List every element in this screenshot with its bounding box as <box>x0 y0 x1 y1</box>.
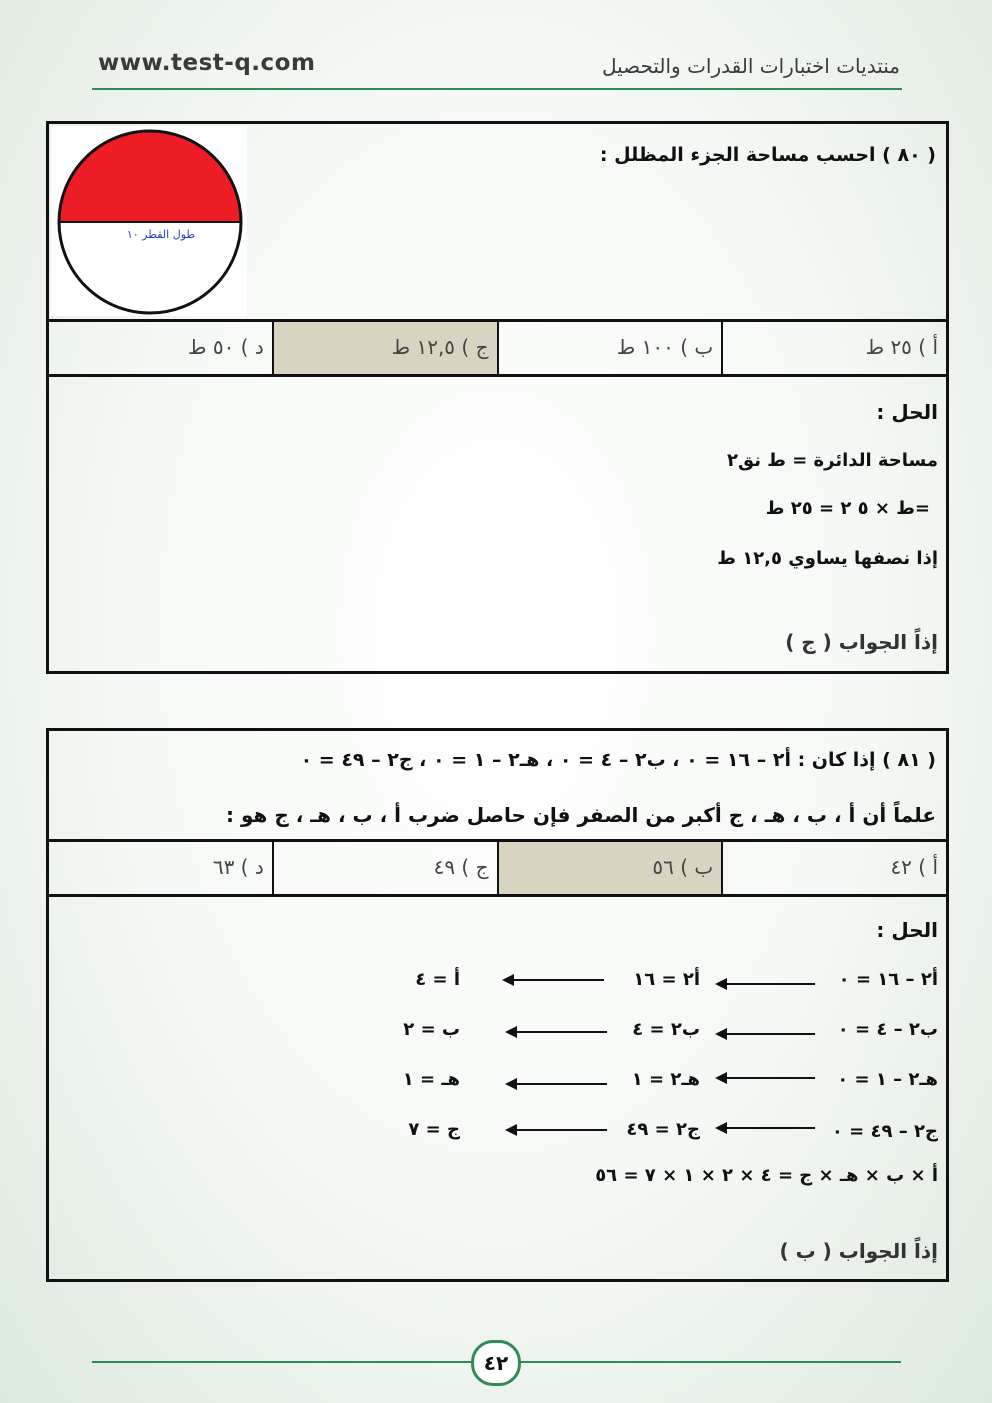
q81-row4-eq: ج٢ – ٤٩ = ٠ <box>831 1121 938 1142</box>
q81-option-c[interactable]: ج ) ٤٩ <box>272 842 497 894</box>
q80-solution-heading: الحل : <box>876 400 938 424</box>
q81-row2-eq: ب٢ – ٤ = ٠ <box>837 1019 938 1040</box>
arrow-left-icon <box>507 1031 607 1033</box>
q81-row4-sq: ج٢ = ٤٩ <box>626 1119 700 1140</box>
circle-figure <box>51 126 247 316</box>
q81-option-d[interactable]: د ) ٦٣ <box>212 855 264 879</box>
header-divider <box>92 88 902 90</box>
q80-solution-line1: مساحة الدائرة = ط نق٢ <box>726 450 938 471</box>
q80-options <box>49 319 946 377</box>
q80-answer: إذاً الجواب ( ج ) <box>785 630 938 654</box>
q81-row3-eq: هـ٢ – ١ = ٠ <box>837 1069 938 1090</box>
page-number: ٤٢ <box>471 1340 521 1386</box>
arrow-left-icon <box>717 1033 815 1035</box>
q80-option-d[interactable]: د ) ٥٠ ط <box>187 335 264 359</box>
arrow-left-icon <box>717 1077 815 1079</box>
half-circle-diagram <box>51 126 247 316</box>
q81-row2-val: ب = ٢ <box>403 1019 460 1040</box>
arrow-left-icon <box>717 1127 815 1129</box>
arrow-left-icon <box>507 1083 607 1085</box>
q80-solution-line3: إذا نصفها يساوي ١٢,٥ ط <box>717 548 938 569</box>
forum-title: منتديات اختبارات القدرات والتحصيل <box>601 54 900 78</box>
shaded-half <box>59 131 241 222</box>
site-url[interactable]: www.test-q.com <box>98 50 316 76</box>
q80-option-c[interactable]: ج ) ١٢,٥ ط <box>272 322 497 374</box>
q81-option-b[interactable]: ب ) ٥٦ <box>497 842 722 894</box>
arrow-left-icon <box>504 979 604 981</box>
q81-solution-heading: الحل : <box>876 918 938 942</box>
q81-row3-sq: هـ٢ = ١ <box>631 1069 700 1090</box>
question-81-box <box>46 728 949 1282</box>
diameter-label: طول القطر ١٠ <box>126 228 196 241</box>
q81-row1-sq: أ٢ = ١٦ <box>633 969 700 990</box>
q80-solution-line2: =ط × ٥ ٢ = ٢٥ ط <box>765 498 930 519</box>
arrow-left-icon <box>717 983 815 985</box>
question-81-line2: علماً أن أ ، ب ، هـ ، ج أكبر من الصفر فإن حاصل ضرب أ ، ب ، هـ ، ج هو : <box>226 803 936 827</box>
q80-option-a[interactable]: أ ) ٢٥ ط <box>721 322 946 374</box>
q80-option-b[interactable]: ب ) ١٠٠ ط <box>497 322 722 374</box>
q81-row1-val: أ = ٤ <box>415 969 460 990</box>
question-80-box <box>46 121 949 674</box>
q81-product: أ × ب × هـ × ج = ٤ × ٢ × ١ × ٧ = ٥٦ <box>595 1165 938 1186</box>
question-80-text: ( ٨٠ ) احسب مساحة الجزء المظلل : <box>599 144 936 166</box>
footer-divider-right <box>521 1361 901 1363</box>
q81-options <box>49 839 946 897</box>
q81-row2-sq: ب٢ = ٤ <box>632 1019 700 1040</box>
question-81-line1: ( ٨١ ) إذا كان : أ٢ – ١٦ = ٠ ، ب٢ – ٤ = ٠ ، هـ٢ – ١ = ٠ ، ج٢ – ٤٩ = ٠ <box>300 749 936 771</box>
q81-option-a[interactable]: أ ) ٤٢ <box>721 842 946 894</box>
q81-row4-val: ج = ٧ <box>408 1119 460 1140</box>
arrow-left-icon <box>507 1129 607 1131</box>
q81-row1-eq: أ٢ – ١٦ = ٠ <box>838 969 938 990</box>
q81-row3-val: هـ = ١ <box>402 1069 460 1090</box>
footer-divider-left <box>92 1361 471 1363</box>
q81-answer: إذاً الجواب ( ب ) <box>779 1239 938 1263</box>
